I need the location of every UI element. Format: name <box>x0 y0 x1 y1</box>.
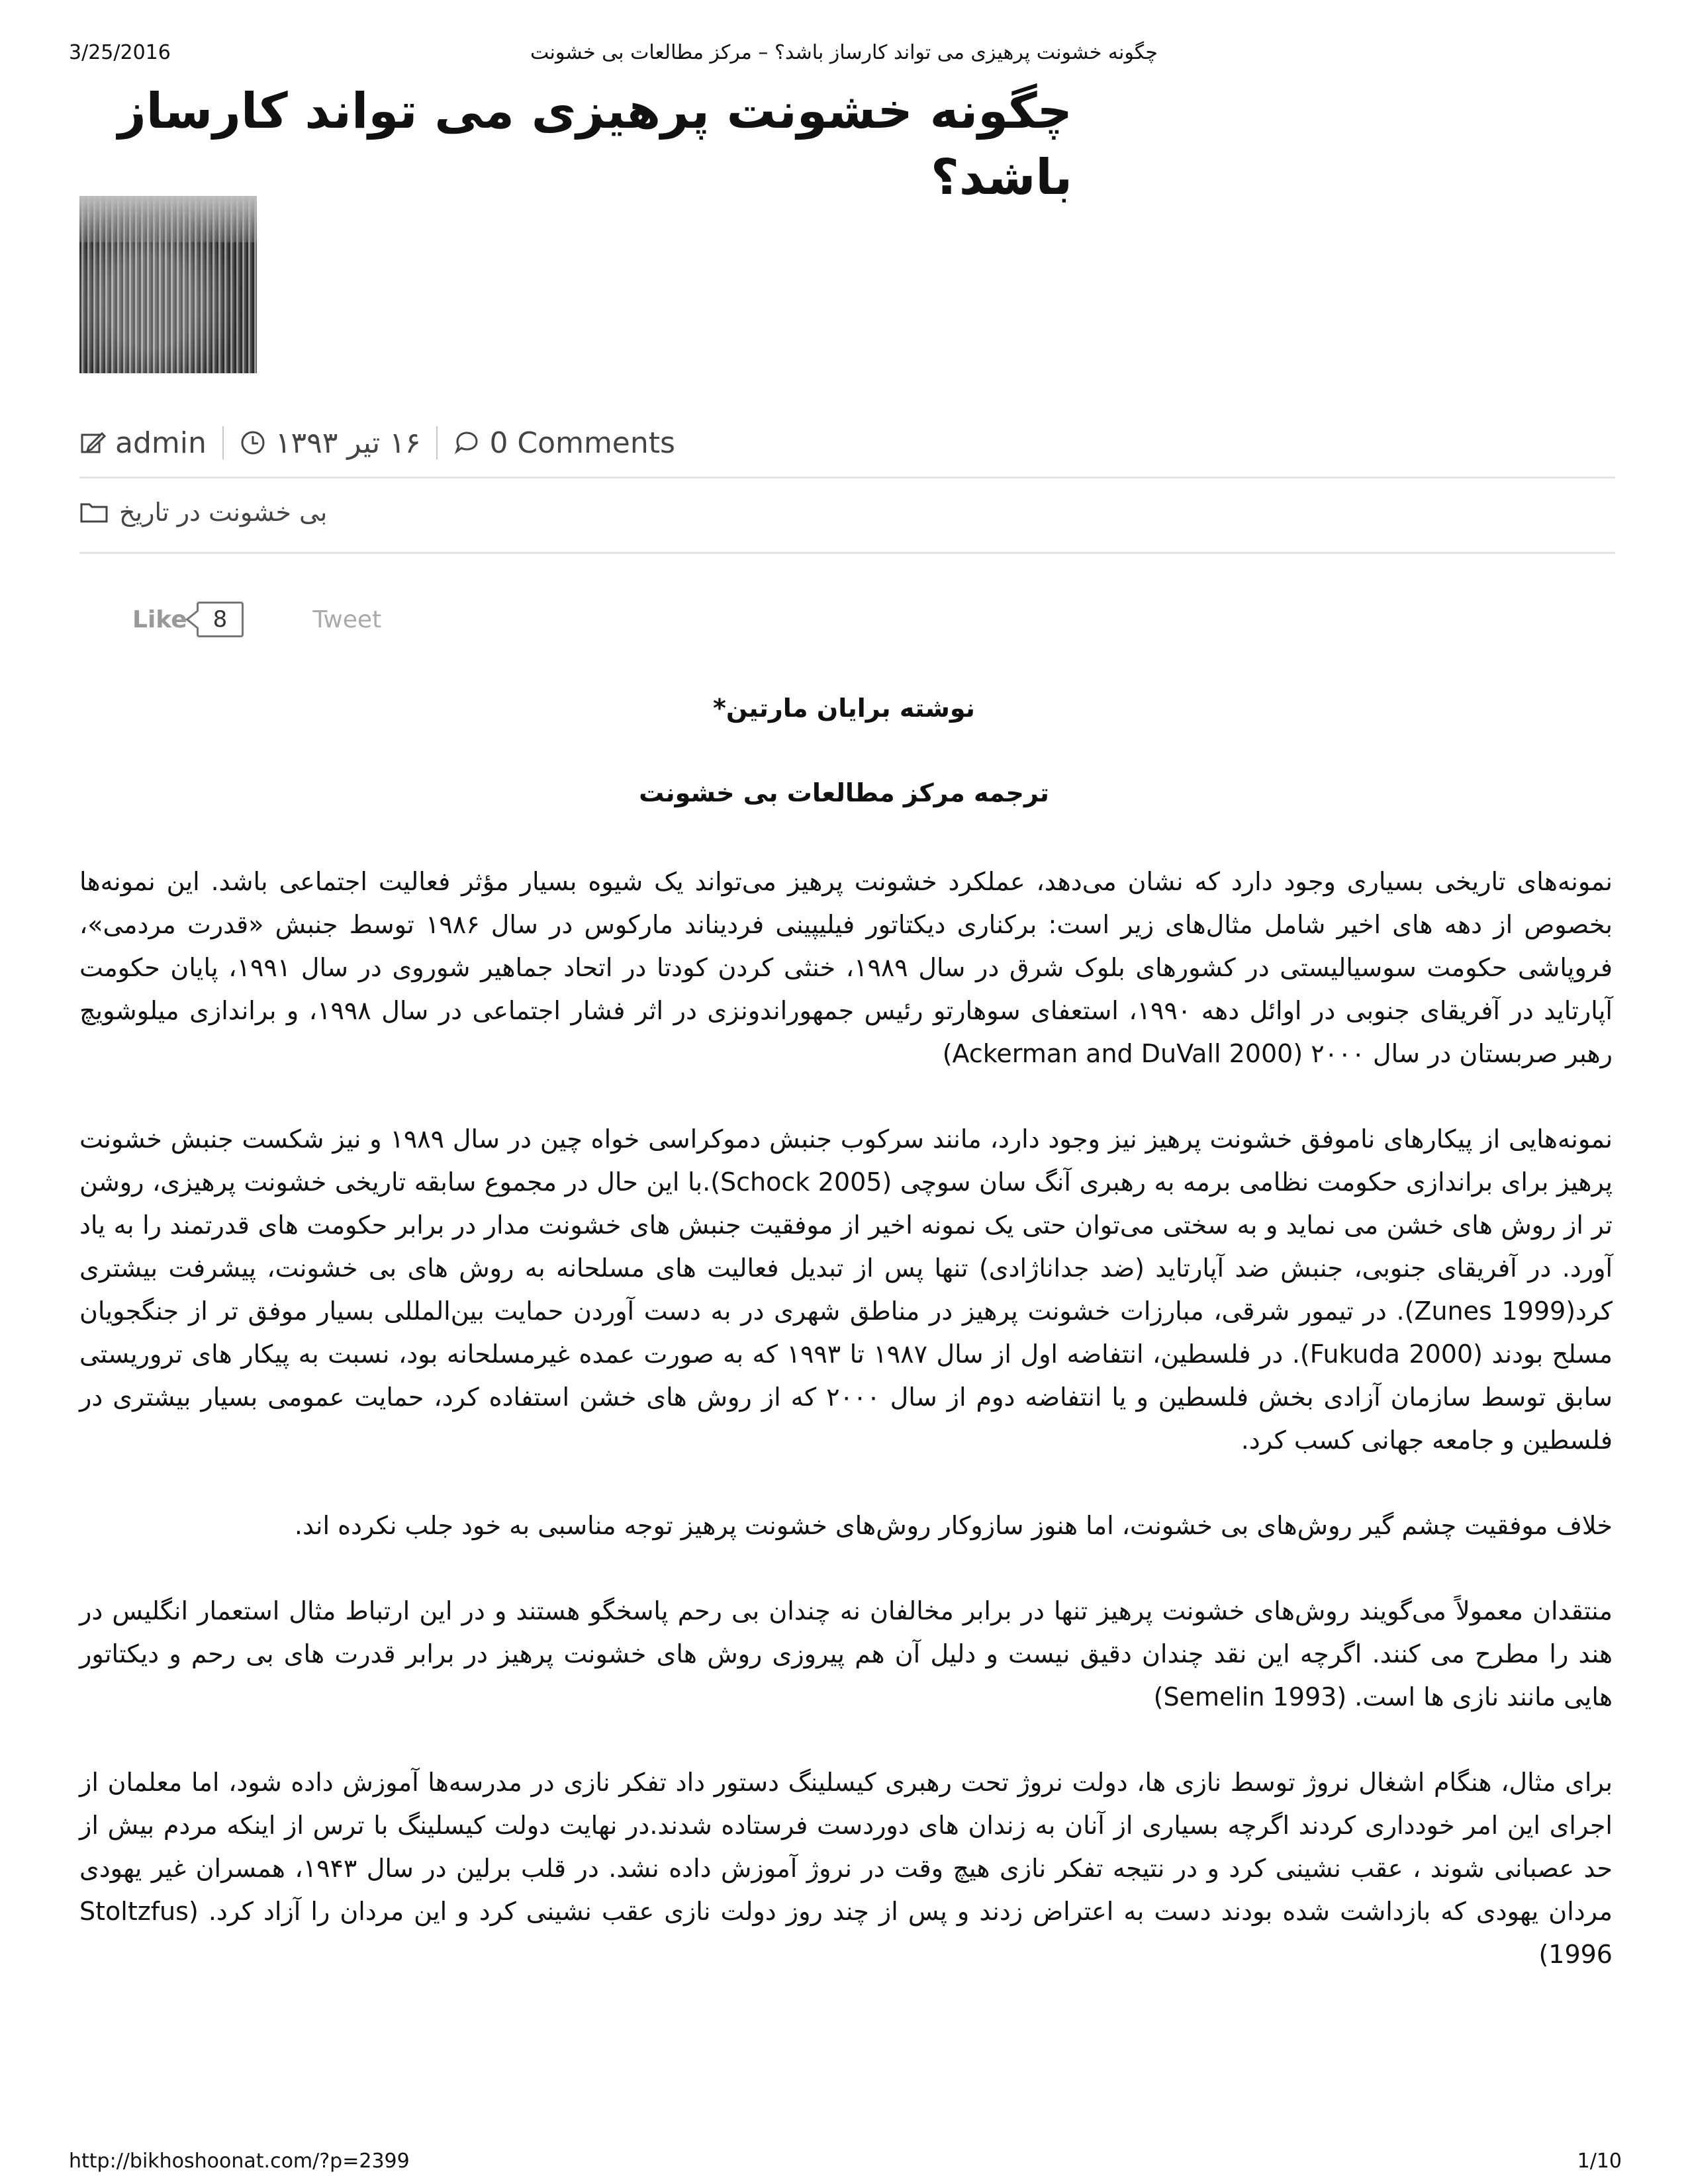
folder-icon <box>79 499 109 525</box>
divider <box>79 477 1615 478</box>
print-date: 3/25/2016 <box>69 41 171 64</box>
like-button[interactable]: Like <box>132 606 187 633</box>
author-byline: نوشته برایان مارتین* <box>713 694 975 723</box>
article-body <box>79 860 1613 2019</box>
divider <box>79 552 1615 554</box>
comment-icon <box>453 430 480 456</box>
translator-byline: ترجمه مرکز مطالعات بی خشونت <box>639 778 1049 807</box>
post-meta <box>79 420 675 466</box>
paragraph: نمونه‌هایی از پیکارهای ناموفق خشونت پرهیز نیز وجود دارد، مانند سرکوب جنبش دموکراسی خواه چین در سال ۱۹۸۹ و نیز شکست جنبش خشونت پرهیز برای براندازی حکومت نظامی برمه به رهبری آنگ سان سوچی (Schock 2005).با این حال در مجموع سابقه تاریخی خشونت پرهیزی، روشن تر از روش های خشن می نماید و به سختی می‌توان حتی یک نمونه اخیر از موفقیت جنبش های خشونت مدار در برابر حکومت های قدرتمند را به یاد آورد. در آفریقای جنوبی، جنبش ضد آپارتاید (ضد جداناژادی) تنها پس از تبدیل فعالیت های مسلحانه به روش های بی خشونت، پیشرفت بیشتری کرد(Zunes 1999). در تیمور شرقی، مبارزات خشونت پرهیز در مناطق شهری در به دست آوردن حمایت بین‌المللی بسیار موفق تر از جنگجویان مسلح بودند (Fukuda 2000). در فلسطین، انتفاضه اول از سال ۱۹۸۷ تا ۱۹۹۳ که به صورت عمده غیرمسلحانه بود، نسبت به پیکار های تروریستی سابق توسط سازمان آزادی بخش فلسطین و یا انتفاضه دوم از سال ۲۰۰۰ که از روش های خشن استفاده کرد، حمایت عمومی بسیار بیشتری در فلسطین و جامعه جهانی کسب کرد. <box>79 1124 1613 1455</box>
paragraph: نمونه‌های تاریخی بسیاری وجود دارد که نشان می‌دهد، عملکرد خشونت پرهیز می‌تواند یک شیوه بسیار مؤثر فعالیت اجتماعی باشد. این نمونه‌ها بخصوص از دهه های اخیر شامل مثال‌های زیر است: برکناری دیکتاتور فیلیپینی فردیناند مارکوس در سال ۱۹۸۶ توسط جنبش «قدرت مردمی»، فروپاشی حکومت سوسیالیستی در کشورهای بلوک شرق در سال ۱۹۸۹، خنثی کردن کودتا در اتحاد جماهیر شوروی در سال ۱۹۹۱، پایان حکومت آپارتاید در آفریقای جنوبی در اوائل دهه ۱۹۹۰، استعفای سوهارتو رئیس جمهوراندونزی در اثر فشار اجتماعی در سال ۱۹۹۸، و براندازی میلوشویچ رهبر صربستان در سال ۲۰۰۰ (Ackerman and DuVall 2000) <box>79 867 1613 1068</box>
featured-image[interactable] <box>79 196 257 373</box>
author-link[interactable] <box>79 426 207 460</box>
post-date-text: ۱۶ تیر ۱۳۹۳ <box>275 426 421 460</box>
post-date[interactable] <box>240 426 421 460</box>
social-buttons <box>132 600 381 639</box>
print-title: چگونه خشونت پرهیزی می تواند کارساز باشد؟ – مرکز مطالعات بی خشونت <box>530 41 1158 64</box>
edit-icon <box>79 430 106 456</box>
like-count: 8 <box>197 602 244 637</box>
category-label: بی خشونت در تاریخ <box>119 498 328 527</box>
meta-divider <box>436 426 438 459</box>
category-link[interactable] <box>79 498 327 527</box>
comments-link[interactable] <box>453 426 675 460</box>
paragraph: منتقدان معمولاً می‌گویند روش‌های خشونت پرهیز تنها در برابر مخالفان نه چندان بی رحم پاسخگو هستند و در این ارتباط مثال استعمار انگلیس در هند را مطرح می کنند. اگرچه این نقد چندان دقیق نیست و دلیل آن هم پیروزی روش های خشونت پرهیز در برابر قدرت های بی رحم و دیکتاتور هایی مانند نازی ها است. (Semelin 1993) <box>79 1596 1613 1711</box>
paragraph: خلاف موفقیت چشم گیر روش‌های بی خشونت، اما هنوز سازوکار روش‌های خشونت پرهیز توجه مناسبی به خود جلب نکرده اند. <box>294 1511 1613 1540</box>
clock-icon <box>240 430 266 456</box>
paragraph: برای مثال، هنگام اشغال نروژ توسط نازی ها، دولت نروژ تحت رهبری کیسلینگ دستور داد تفکر نازی در مدرسه‌ها آموزش داده شود، اما معلمان از اجرای این امر خودداری کردند اگرچه بسیاری از آنان به زندان های دوردست فرستاده شدند.در نهایت دولت کیسلینگ با ترس از اینکه مردم بیش از حد عصبانی شوند ، عقب نشینی کرد و در نتیجه تفکر نازی هیچ وقت در نروژ آموزش داده نشد. در قلب برلین در سال ۱۹۴۳، همسران غیر یهودی مردان یهودی که بازداشت شده بودند دست به اعتراض زدند و پس از چند روز دولت نازی عقب نشینی کرد و این مردان را آزاد کرد. (Stoltzfus 1996) <box>79 1768 1613 1969</box>
post-title[interactable]: چگونه خشونت پرهیزی می تواند کارساز باشد؟ <box>118 83 1072 206</box>
author-name: admin <box>115 426 207 460</box>
tweet-button[interactable]: Tweet <box>312 606 382 633</box>
print-url: http://bikhoshoonat.com/?p=2399 <box>69 2150 410 2173</box>
meta-divider <box>222 426 224 459</box>
comments-count: 0 Comments <box>489 426 675 460</box>
print-page-number: 1/10 <box>1577 2150 1622 2173</box>
